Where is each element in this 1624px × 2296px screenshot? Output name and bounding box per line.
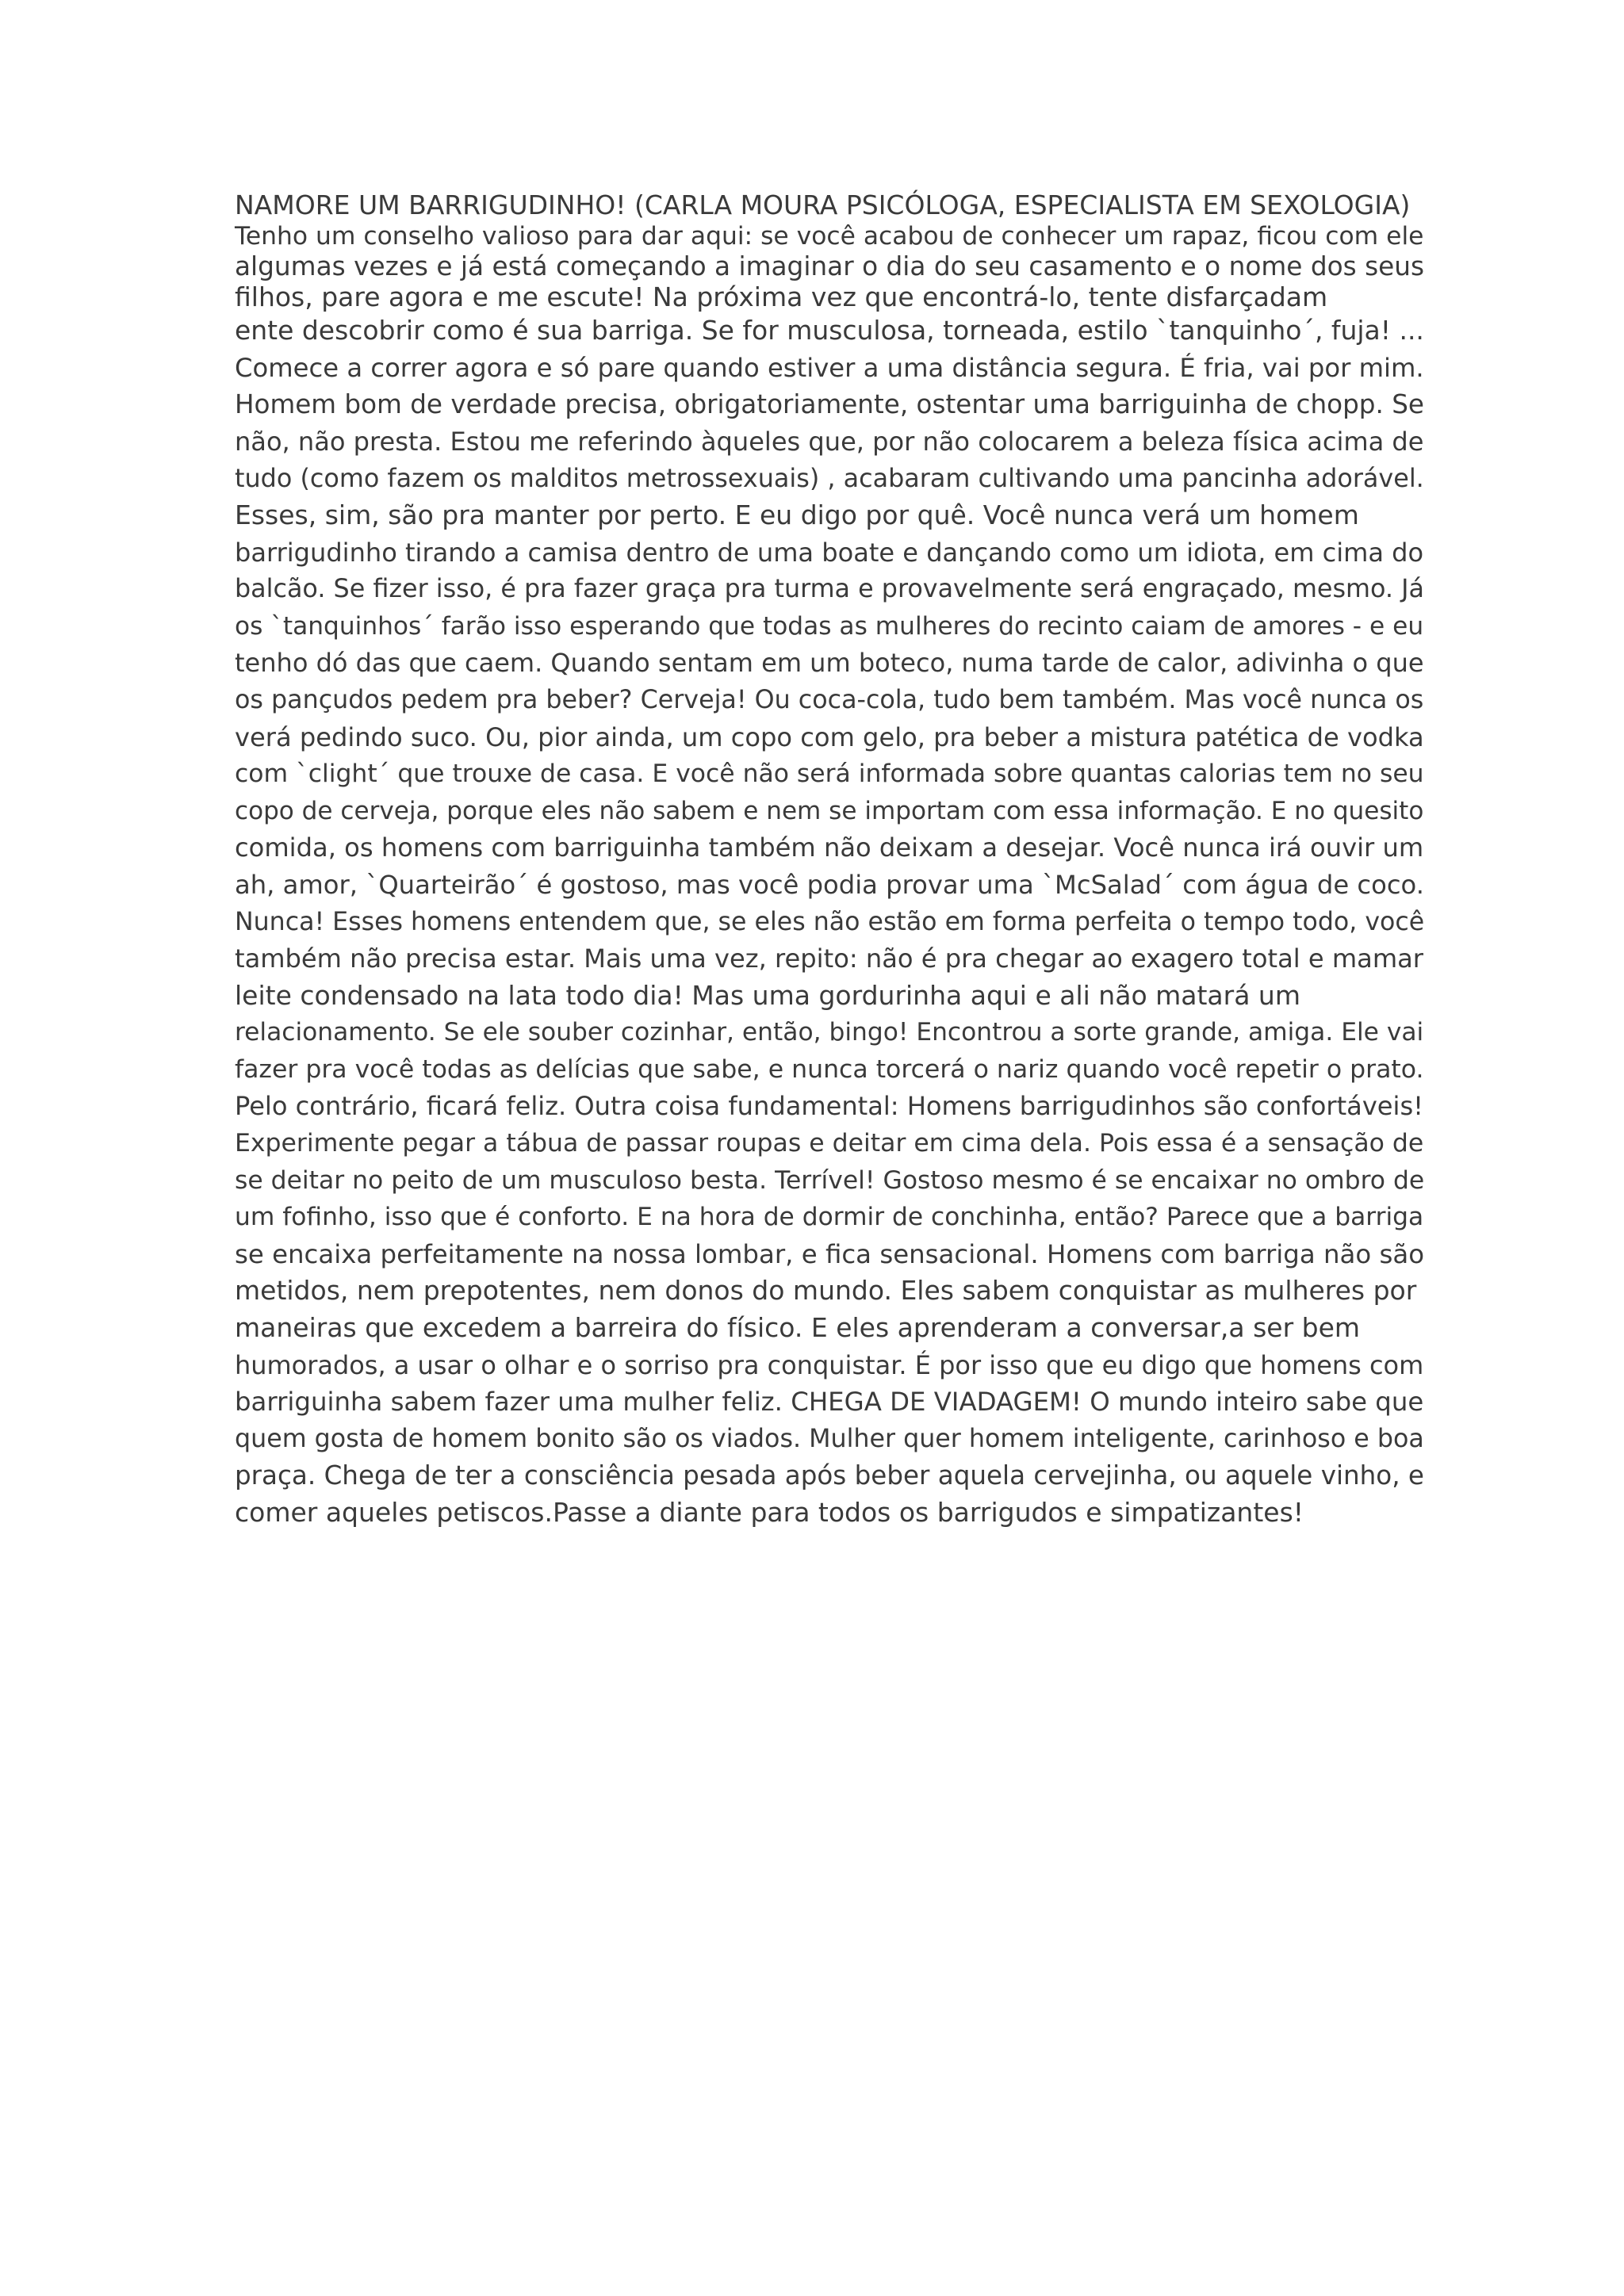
text-line: tudo (como fazem os malditos metrossexuais) , acabaram cultivando uma pancinha adorável. — [235, 463, 1424, 494]
text-line: os pançudos pedem pra beber? Cerveja! Ou coca-cola, tudo bem também. Mas você nunca os — [235, 685, 1424, 714]
text-line: com `clight´ que trouxe de casa. E você não será informada sobre quantas calorias tem no seu — [235, 760, 1424, 789]
text-line: Esses, sim, são pra manter por perto. E eu digo por quê. Você nunca verá um homem — [235, 499, 1359, 530]
article-header-block — [235, 190, 1424, 312]
text-line: ente descobrir como é sua barriga. Se for musculosa, torneada, estilo `tanquinho´, fuja! ... — [235, 315, 1424, 346]
text-line: comida, os homens com barriguinha também não deixam a desejar. Você nunca irá ouvir um — [235, 832, 1424, 863]
text-line: também não precisa estar. Mais uma vez, repito: não é pra chegar ao exagero total e mamar — [235, 943, 1423, 974]
text-line: relacionamento. Se ele souber cozinhar, então, bingo! Encontrou a sorte grande, amiga. Ele vai — [235, 1018, 1424, 1047]
text-line: maneiras que excedem a barreira do físico. E eles aprenderam a conversar,a ser bem — [235, 1312, 1361, 1344]
text-line: Homem bom de verdade precisa, obrigatoriamente, ostentar uma barriguinha de chopp. Se — [235, 389, 1424, 420]
text-line: barrigudinho tirando a camisa dentro de uma boate e dançando como um idiota, em cima do — [235, 537, 1424, 568]
text-line: os `tanquinhos´ farão isso esperando que todas as mulheres do recinto caiam de amores - e eu — [235, 611, 1424, 641]
text-line: quem gosta de homem bonito são os viados. Mulher quer homem inteligente, carinhoso e boa — [235, 1424, 1424, 1453]
text-line: copo de cerveja, porque eles não sabem e nem se importam com essa informação. E no quesito — [235, 796, 1424, 825]
text-line: metidos, nem prepotentes, nem donos do mundo. Eles sabem conquistar as mulheres por — [235, 1275, 1417, 1307]
text-line: leite condensado na lata todo dia! Mas uma gordurinha aqui e ali não matará um — [235, 979, 1300, 1011]
text-line: humorados, a usar o olhar e o sorriso pra conquistar. É por isso que eu digo que homens com — [235, 1349, 1424, 1380]
text-line: balcão. Se fizer isso, é pra fazer graça pra turma e provavelmente será engraçado, mesmo. Já — [235, 574, 1424, 604]
text-line: filhos, pare agora e me escute! Na próxima vez que encontrá-lo, tente disfarçadam — [235, 281, 1328, 312]
text-line: barriguinha sabem fazer uma mulher feliz. CHEGA DE VIADAGEM! O mundo inteiro sabe que — [235, 1387, 1424, 1418]
text-line: se encaixa perfeitamente na nossa lombar, e fica sensacional. Homens com barriga não são — [235, 1238, 1425, 1269]
text-line: Tenho um conselho valioso para dar aqui: se você acabou de conhecer um rapaz, ficou com ele — [235, 221, 1424, 251]
text-line: não, não presta. Estou me referindo àqueles que, por não colocarem a beleza física acima de — [235, 426, 1424, 457]
text-line: comer aqueles petiscos.Passe a diante para todos os barrigudos e simpatizantes! — [235, 1497, 1304, 1528]
text-line: ah, amor, `Quarteirão´ é gostoso, mas você podia provar uma `McSalad´ com água de coco. — [235, 869, 1424, 900]
text-line: Experimente pegar a tábua de passar roupas e deitar em cima dela. Pois essa é a sensação de — [235, 1129, 1424, 1158]
text-line: tenho dó das que caem. Quando sentam em um boteco, numa tarde de calor, adivinha o que — [235, 648, 1424, 679]
text-line: se deitar no peito de um musculoso besta. Terrível! Gostoso mesmo é se encaixar no ombro de — [235, 1165, 1425, 1195]
text-line: praça. Chega de ter a consciência pesada após beber aquela cervejinha, ou aquele vinho, e — [235, 1460, 1424, 1491]
text-line: Comece a correr agora e só pare quando estiver a uma distância segura. É fria, vai por mim. — [235, 352, 1424, 383]
text-line: um fofinho, isso que é conforto. E na hora de dormir de conchinha, então? Parece que a barriga — [235, 1203, 1424, 1232]
text-line: fazer pra você todas as delícias que sabe, e nunca torcerá o nariz quando você repetir o prato. — [235, 1054, 1424, 1084]
text-line: Pelo contrário, ficará feliz. Outra coisa fundamental: Homens barrigudinhos são confortáveis! — [235, 1091, 1424, 1122]
text-line: verá pedindo suco. Ou, pior ainda, um copo com gelo, pra beber a mistura patética de vodka — [235, 721, 1424, 752]
text-line: algumas vezes e já está começando a imaginar o dia do seu casamento e o nome dos seus — [235, 251, 1425, 281]
article-text — [235, 190, 1424, 1532]
article-title: NAMORE UM BARRIGUDINHO! (CARLA MOURA PSICÓLOGA, ESPECIALISTA EM SEXOLOGIA) — [235, 189, 1411, 220]
text-line: Nunca! Esses homens entendem que, se eles não estão em forma perfeita o tempo todo, você — [235, 907, 1425, 936]
